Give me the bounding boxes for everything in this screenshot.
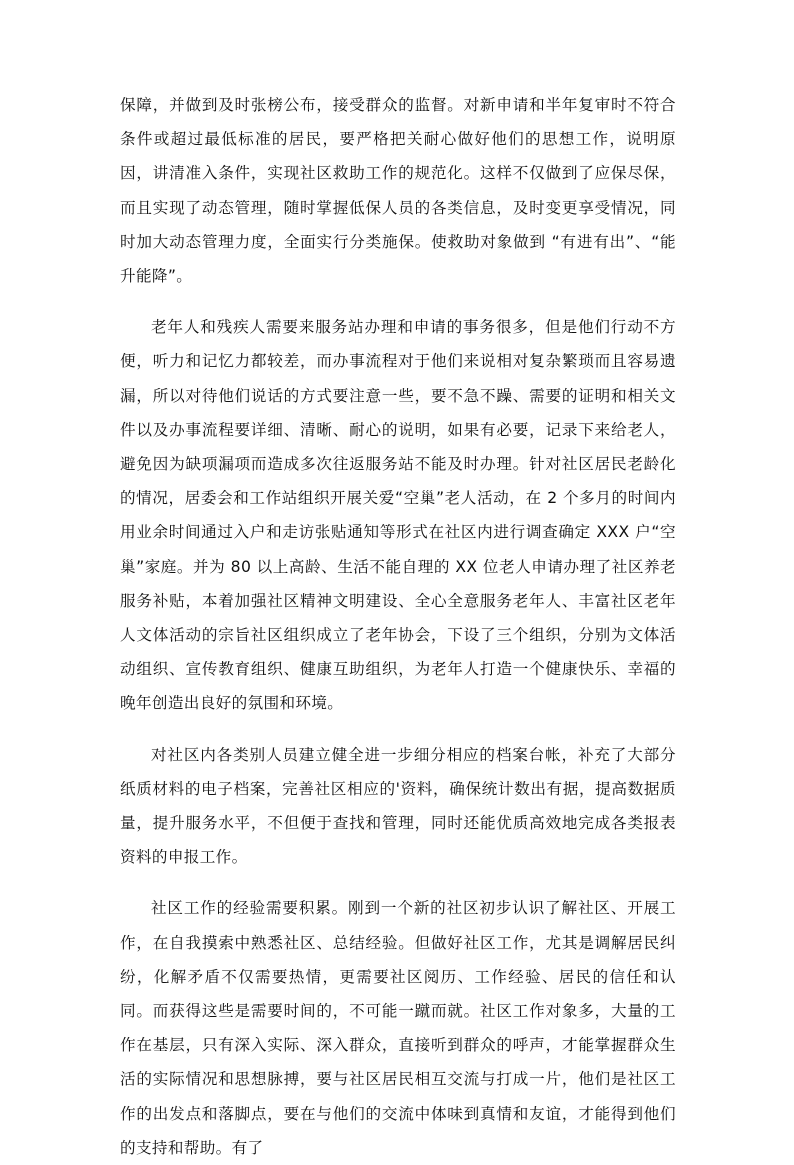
paragraph-continuation: 保障，并做到及时张榜公布，接受群众的监督。对新申请和半年复审时不符合条件或超过最低标准的居民，要严格把关耐心做好他们的思想工作，说明原因，讲清准入条件，实现社区救助工作的规范化。这样不仅做到了应保尽保，而且实现了动态管理，随时掌握低保人员的各类信息，及时变更享受情况，同时加大动态管理力度，全面实行分类施保。使救助对象做到 “有进有出”、“能升能降”。 xyxy=(120,96,676,286)
paragraph-elderly-services: 老年人和残疾人需要来服务站办理和申请的事务很多，但是他们行动不方便，听力和记忆力都较差，而办事流程对于他们来说相对复杂繁琐而且容易遗漏，所以对待他们说话的方式要注意一些，要不急不躁、需要的证明和相关文件以及办事流程要详细、清晰、耐心的说明，如果有必要，记录下来给老人，避免因为缺项漏项而造成多次往返服务站不能及时办理。针对社区居民老龄化的情况，居委会和工作站组织开展关爱“空巢”老人活动，在 2 个多月的时间内用业余时间通过入户和走访张贴通知等形式在社区内进行调查确定 XXX 户“空巢”家庭。并为 80 以上高龄、生活不能自理的 XX 位老人申请办理了社区养老服务补贴，本着加强社区精神文明建设、全心全意服务老年人、丰富社区老年人文体活动的宗旨社区组织成立了老年协会，下设了三个组织，分别为文体活动组织、宣传教育组织、健康互助组织，为老年人打造一个健康快乐、幸福的晚年创造出良好的氛围和环境。 xyxy=(120,318,676,713)
paragraph-experience: 社区工作的经验需要积累。刚到一个新的社区初步认识了解社区、开展工作，在自我摸索中熟悉社区、总结经验。但做好社区工作，尤其是调解居民纠纷，化解矛盾不仅需要热情，更需要社区阅历、工作经验、居民的信任和认同。而获得这些是需要时间的，不可能一蹴而就。社区工作对象多，大量的工作在基层，只有深入实际、深入群众，直接听到群众的呼声，才能掌握群众生活的实际情况和思想脉搏，要与社区居民相互交流与打成一片，他们是社区工作的出发点和落脚点，要在与他们的交流中体味到真情和友谊，才能得到他们的支持和帮助。有了 xyxy=(120,899,676,1157)
document-body xyxy=(120,88,676,1165)
paragraph-archives: 对社区内各类别人员建立健全进一步细分相应的档案台帐，补充了大部分纸质材料的电子档案，完善社区相应的'资料，确保统计数出有据，提高数据质量，提升服务水平，不但便于查找和管理，同时还能优质高效地完成各类报表资料的申报工作。 xyxy=(120,745,676,867)
